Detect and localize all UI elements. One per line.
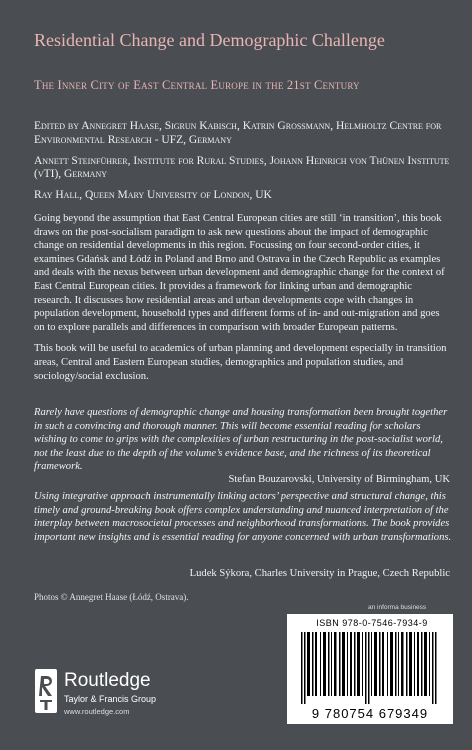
isbn-number: 9 780754 679349 [311,706,429,721]
publisher-name: Routledge [64,670,151,691]
publisher-url: www.routledge.com [64,707,130,716]
editors-line: Annett Steinführer, Institute for Rural Studies, Johann Heinrich von Thünen Institute (vTI), Germany [34,154,450,181]
review-attribution: Stefan Bouzarovski, University of Birmingham, UK [228,474,450,485]
barcode [287,614,453,724]
title: Residential Change and Demographic Challenge [34,30,385,50]
description-paragraph: Going beyond the assumption that East Central European cities are still ‘in transition’, this book draws on the post-socialism paradigm to ask new questions about the impact of demographic change on residential developments in this region. Focussing on four second-order cities, it examines Gdańsk and Łódź in Poland and Brno and Ostrava in the Czech Republic as examples and deals with the nexus between urban development and demographic change for the context of East Central European cities. It provides a framework for linking urban and demographic research. It discusses how residential areas and urban developments cope with changes in population development, household types and different forms of in- and out-migration and goes on to explore parallels and differences in comparison with broader European patterns. [34,213,445,333]
description-paragraph: This book will be useful to academics of urban planning and development especially in transition areas, Central and Eastern European studies, demographics and population studies, and sociology/social exclusion. [34,343,447,382]
subtitle: The Inner City of East Central Europe in the 21st Century [34,78,360,92]
review-attribution: Ludek Sýkora, Charles University in Prague, Czech Republic [189,568,450,579]
isbn-label: ISBN 978-0-7546-7934-9 [316,618,428,628]
publisher-group: Taylor & Francis Group [64,694,157,704]
routledge-logo-icon [34,668,58,714]
editors-block [34,120,454,210]
review-quote: Using integrative approach instrumentally linking actors’ perspective and structural change, this timely and ground-breaking book offers complex understanding and nuanced interpretation of the interplay between macrosocietal processes and neighborhood transformations. The book provides important new insights and is essential reading for anyone concerned with urban transformations. [34,491,452,543]
description [34,212,452,391]
editors-line: Ray Hall, Queen Mary University of London, UK [34,189,272,202]
photo-credit: Photos © Annegret Haase (Łódź, Ostrava). [34,592,189,602]
informa-label: an informa business [368,604,427,611]
editors-line: Edited by Annegret Haase, Sigrun Kabisch, Katrin Grossmann, Helmholtz Centre for Environmental Research - UFZ, Germany [34,120,442,146]
barcode-bars [301,632,439,704]
review-quote: Rarely have questions of demographic change and housing transformation been brought together in such a convincing and thorough manner. This will become essential reading for scholars wishing to come to grips with the complexities of urban restructuring in the post-socialist world, not the least due to the depth of the volume’s evidence base, and the richness of its theoretical framework. [34,407,448,473]
